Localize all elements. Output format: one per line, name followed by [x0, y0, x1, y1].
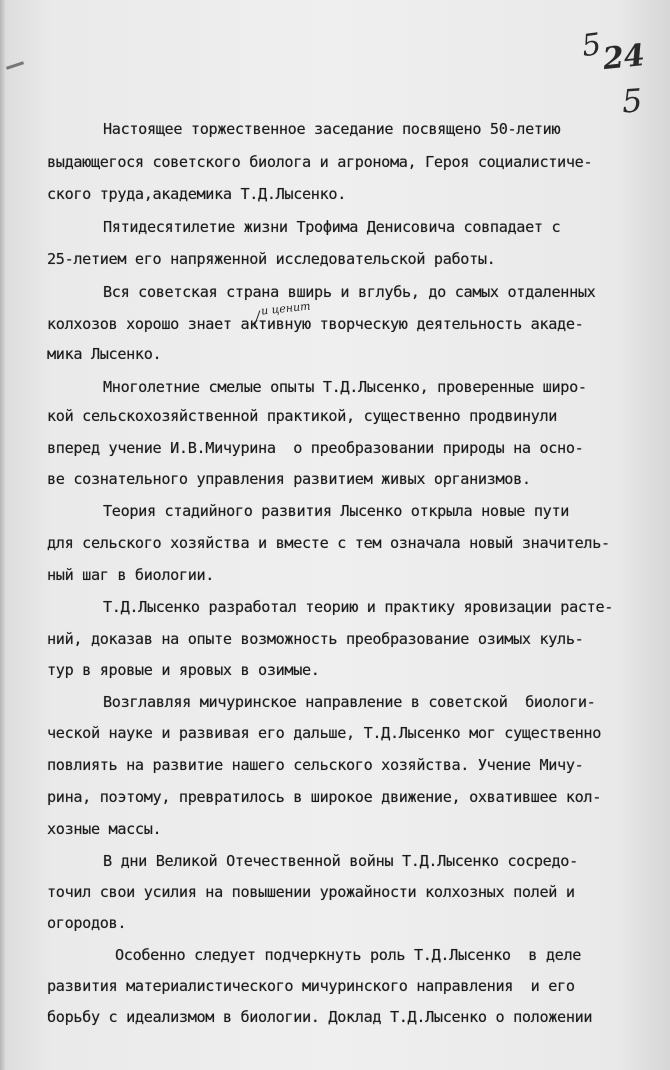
text-line: ве сознательного управления развитием живых организмов. — [47, 470, 531, 488]
text-line: 25-летием его напряженной исследовательской работы. — [47, 250, 496, 268]
handwritten-page-number: 24 — [601, 37, 647, 78]
text-line: Особенно следует подчеркнуть роль Т.Д.Лысенко в деле — [115, 946, 582, 964]
text-line: ческой науке и развивая его дальше, Т.Д.Лысенко мог существенно — [47, 724, 602, 742]
text-line: колхозов хорошо знает активную творческую деятельность акаде- — [47, 315, 584, 333]
text-line: ный шаг в биологии. — [47, 566, 215, 584]
text-line: мика Лысенко. — [47, 345, 162, 363]
text-line: Вся советская страна вширь и вглубь, до самых отдаленных — [103, 283, 596, 301]
text-line: выдающегося советского биолога и агронома, Героя социалистиче- — [47, 153, 593, 171]
text-line: кой сельскохозяйственной практикой, существенно продвинули — [47, 407, 558, 425]
text-line: борьбу с идеализмом в биологии. Доклад Т.Д.Лысенко о положении — [47, 1008, 593, 1026]
text-line: Т.Д.Лысенко разработал теорию и практику яровизации расте- — [103, 598, 614, 616]
text-line: для сельского хозяйства и вместе с тем означала новый значитель- — [47, 534, 610, 552]
text-line: тур в яровые и яровых в озимые. — [47, 661, 320, 679]
text-line: В дни Великой Отечественной войны Т.Д.Лысенко сосредо- — [103, 852, 578, 870]
handwritten-sheet-number: 5 — [620, 81, 644, 121]
text-line: ний, доказав на опыте возможность преобразование озимых куль- — [47, 630, 584, 648]
text-line: развития материалистического мичуринского направления и его — [47, 977, 575, 995]
text-line: Теория стадийного развития Лысенко открыла новые пути — [103, 502, 570, 520]
text-line: Возглавляя мичуринское направление в советской биологи- — [103, 693, 596, 711]
text-line: Многолетние смелые опыты Т.Д.Лысенко, проверенные широ- — [103, 378, 587, 396]
text-line: вперед учение И.В.Мичурина о преобразовании природы на осно- — [47, 439, 584, 457]
handwritten-insertion: и ценит — [260, 299, 312, 318]
text-line: точил свои усилия на повышении урожайности колхозных полей и — [47, 883, 575, 901]
text-line: рина, поэтому, превратилось в широкое движение, охватившее кол- — [47, 788, 602, 806]
text-line: огородов. — [47, 914, 127, 932]
text-line: Настоящее торжественное заседание посвящено 50-летию — [103, 120, 561, 138]
text-line: Пятидесятилетие жизни Трофима Денисовича совпадает с — [103, 218, 561, 236]
text-line: ского труда,академика Т.Д.Лысенко. — [47, 185, 346, 203]
text-line: повлиять на развитие нашего сельского хозяйства. Учение Мичу- — [47, 756, 584, 774]
handwritten-struck-number: 5 — [579, 26, 604, 65]
text-line: хозные массы. — [47, 820, 162, 838]
